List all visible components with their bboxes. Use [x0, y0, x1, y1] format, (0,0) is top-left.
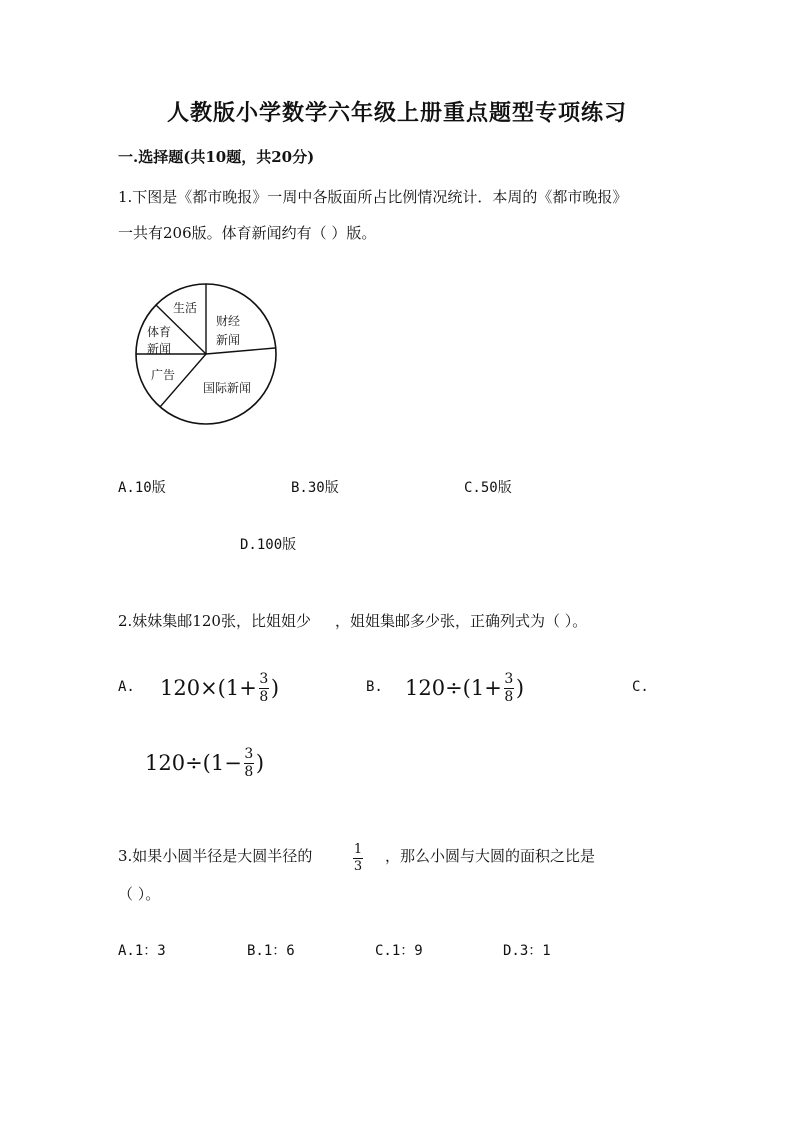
pie-label-guoji: 国际新闻	[203, 381, 252, 395]
q3-fraction-stack	[353, 843, 363, 873]
q2-a-fraction	[259, 672, 269, 704]
q2-b-fraction	[504, 672, 514, 704]
q2-a-expr-post: )	[270, 676, 280, 701]
q2-a-expr-pre: 120×(1+	[160, 676, 257, 701]
pie-label-tiyu-2: 新闻	[147, 342, 172, 356]
q2-c-expr-pre: 120÷(1−	[145, 751, 242, 776]
pie-label-shenghuo: 生活	[173, 301, 198, 315]
q3-frac-num: 1	[353, 842, 363, 857]
q2-option-c-expression	[145, 747, 264, 779]
pie-label-tiyu-1: 体育	[147, 325, 172, 339]
q2-c-frac-num: 3	[244, 746, 254, 762]
q2-a-frac-den: 8	[259, 688, 269, 705]
q3-stem-line2: （ ）。	[118, 885, 161, 903]
q2-c-frac-den: 8	[244, 763, 254, 780]
q3-option-d[interactable]: D.3：1	[503, 943, 551, 959]
q1-stem-line2: 一共有206版。体育新闻约有（ ）版。	[118, 224, 377, 242]
q1-option-d[interactable]: D.100版	[240, 537, 297, 553]
q2-option-a-label[interactable]: A.	[118, 679, 135, 695]
q2-b-frac-num: 3	[504, 671, 514, 687]
q1-option-a[interactable]: A.10版	[118, 480, 166, 496]
q2-stem	[118, 610, 587, 631]
newspaper-pie-chart	[130, 278, 280, 428]
q2-b-expr-post: )	[515, 676, 525, 701]
q1-option-c[interactable]: C.50版	[464, 480, 512, 496]
q3-stem-part1: 3.如果小圆半径是大圆半径的	[118, 847, 313, 865]
q2-stem-part1: 2.妹妹集邮120张，比姐姐少	[118, 612, 311, 630]
q2-option-c-label[interactable]: C.	[632, 679, 649, 695]
q2-b-frac-den: 8	[504, 688, 514, 705]
page-title: 人教版小学数学六年级上册重点题型专项练习	[166, 100, 627, 126]
q1-stem-line1: 1.下图是《都市晚报》一周中各版面所占比例情况统计．本周的《都市晚报》	[118, 188, 628, 206]
q3-frac-den: 3	[353, 858, 363, 874]
q2-c-fraction	[244, 747, 254, 779]
q3-stem-part2: ，那么小圆与大圆的面积之比是	[385, 847, 596, 865]
q3-option-c[interactable]: C.1：9	[375, 943, 423, 959]
q2-option-a-expression	[160, 672, 279, 704]
q2-stem-part2: ，姐姐集邮多少张，正确列式为（ ）。	[334, 612, 588, 630]
pie-label-caijing-2: 新闻	[216, 333, 241, 347]
pie-label-guanggao: 广告	[151, 368, 176, 382]
q3-option-a[interactable]: A.1：3	[118, 943, 166, 959]
q2-c-expr-post: )	[255, 751, 265, 776]
q2-option-b-label[interactable]: B.	[366, 679, 383, 695]
q1-option-b[interactable]: B.30版	[291, 480, 339, 496]
section-heading: 一.选择题(共10题，共20分)	[118, 148, 315, 166]
pie-label-caijing-1: 财经	[216, 314, 241, 328]
q3-fraction	[351, 838, 365, 873]
q3-option-b[interactable]: B.1：6	[247, 943, 295, 959]
q2-a-frac-num: 3	[259, 671, 269, 687]
q2-option-b-expression	[405, 672, 524, 704]
q2-b-expr-pre: 120÷(1+	[405, 676, 502, 701]
